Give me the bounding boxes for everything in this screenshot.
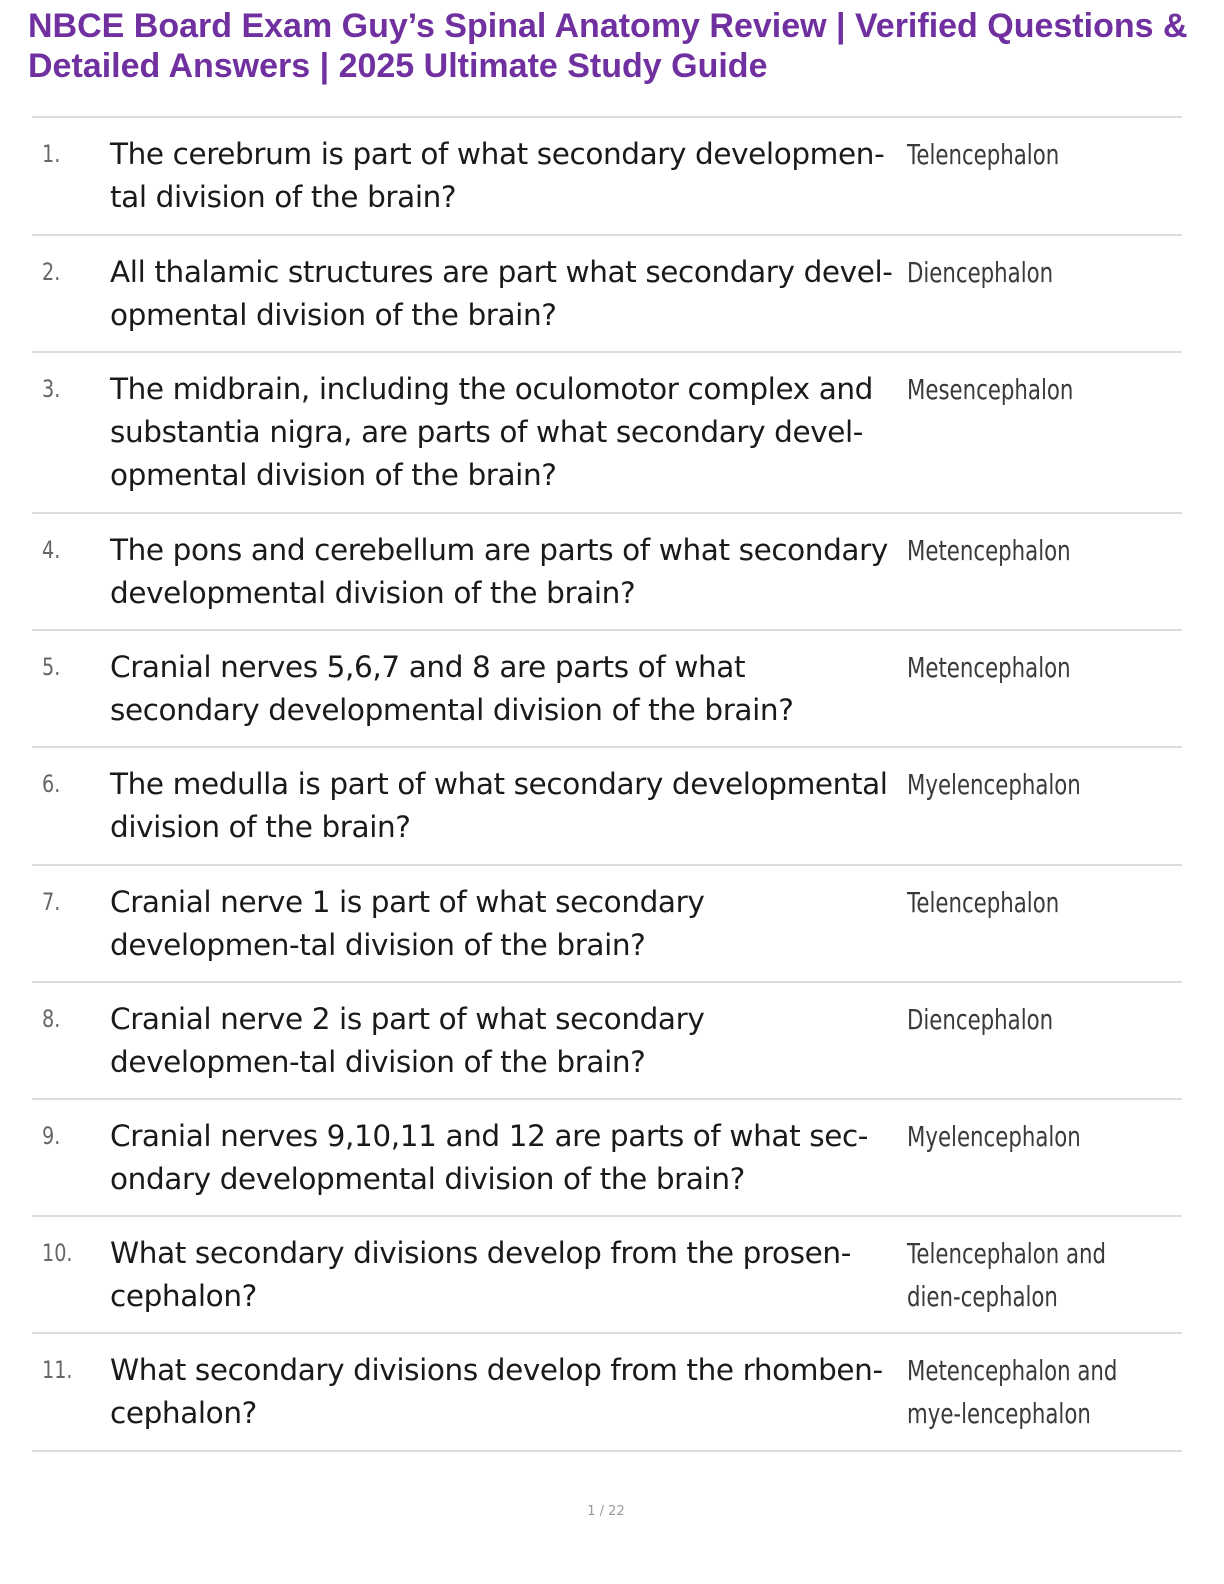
answer-text: Telencephalon: [907, 886, 1060, 919]
table-row: [32, 236, 1182, 353]
question-number: 4.: [42, 536, 61, 564]
answer-text: Myelencephalon: [907, 768, 1081, 801]
question-number: 9.: [42, 1122, 61, 1150]
question-number: 6.: [42, 770, 61, 798]
answer-text: Myelencephalon: [907, 1120, 1081, 1153]
answer-text: Metencephalon: [907, 534, 1071, 567]
table-row: [32, 866, 1182, 983]
answer-text: Telencephalon and dien-cephalon: [907, 1237, 1107, 1313]
question-text: Cranial nerves 9,10,11 and 12 are parts of what sec-ondary developmental division of the brain?: [110, 1119, 869, 1196]
question-text: The medulla is part of what secondary developmental division of the brain?: [110, 767, 888, 844]
question-text: Cranial nerve 2 is part of what secondary developmen-tal division of the brain?: [110, 1002, 705, 1079]
table-row: [32, 118, 1182, 236]
table-row: [32, 1100, 1182, 1217]
question-text: All thalamic structures are part what secondary devel-opmental division of the brain?: [110, 255, 893, 332]
page-title: NBCE Board Exam Guy’s Spinal Anatomy Review | Verified Questions & Detailed Answers | 2025 Ultimate Study Guide: [28, 7, 1188, 85]
question-text: What secondary divisions develop from the rhomben-cephalon?: [110, 1353, 883, 1430]
question-number: 10.: [42, 1239, 73, 1267]
question-text: What secondary divisions develop from the prosen-cephalon?: [110, 1236, 851, 1313]
question-number: 11.: [42, 1356, 73, 1384]
question-text: The pons and cerebellum are parts of what secondary developmental division of the brain?: [110, 533, 888, 610]
page-number: 1 / 22: [587, 1504, 625, 1519]
answer-text: Diencephalon: [907, 256, 1054, 289]
table-row: [32, 353, 1182, 514]
answer-text: Metencephalon: [907, 651, 1071, 684]
question-text: Cranial nerves 5,6,7 and 8 are parts of what secondary developmental division of the brain?: [110, 650, 794, 727]
question-number: 5.: [42, 653, 61, 681]
table-row: [32, 514, 1182, 631]
table-row: [32, 631, 1182, 748]
question-text: The cerebrum is part of what secondary developmen-tal division of the brain?: [110, 137, 885, 214]
question-number: 1.: [42, 140, 61, 168]
question-number: 7.: [42, 888, 61, 916]
question-number: 3.: [42, 375, 61, 403]
table-row: [32, 748, 1182, 866]
question-text: Cranial nerve 1 is part of what secondary developmen-tal division of the brain?: [110, 885, 705, 962]
table-row: [32, 1334, 1182, 1452]
answer-text: Metencephalon and mye-lencephalon: [907, 1354, 1118, 1430]
answer-text: Diencephalon: [907, 1003, 1054, 1036]
qa-table: [32, 116, 1182, 1452]
question-text: The midbrain, including the oculomotor complex and substantia nigra, are parts of what secondary devel-opmental division of the brain?: [110, 372, 874, 492]
table-row: [32, 983, 1182, 1100]
answer-text: Telencephalon: [907, 138, 1060, 171]
question-number: 8.: [42, 1005, 61, 1033]
table-row: [32, 1217, 1182, 1334]
answer-text: Mesencephalon: [907, 373, 1074, 406]
question-number: 2.: [42, 258, 61, 286]
